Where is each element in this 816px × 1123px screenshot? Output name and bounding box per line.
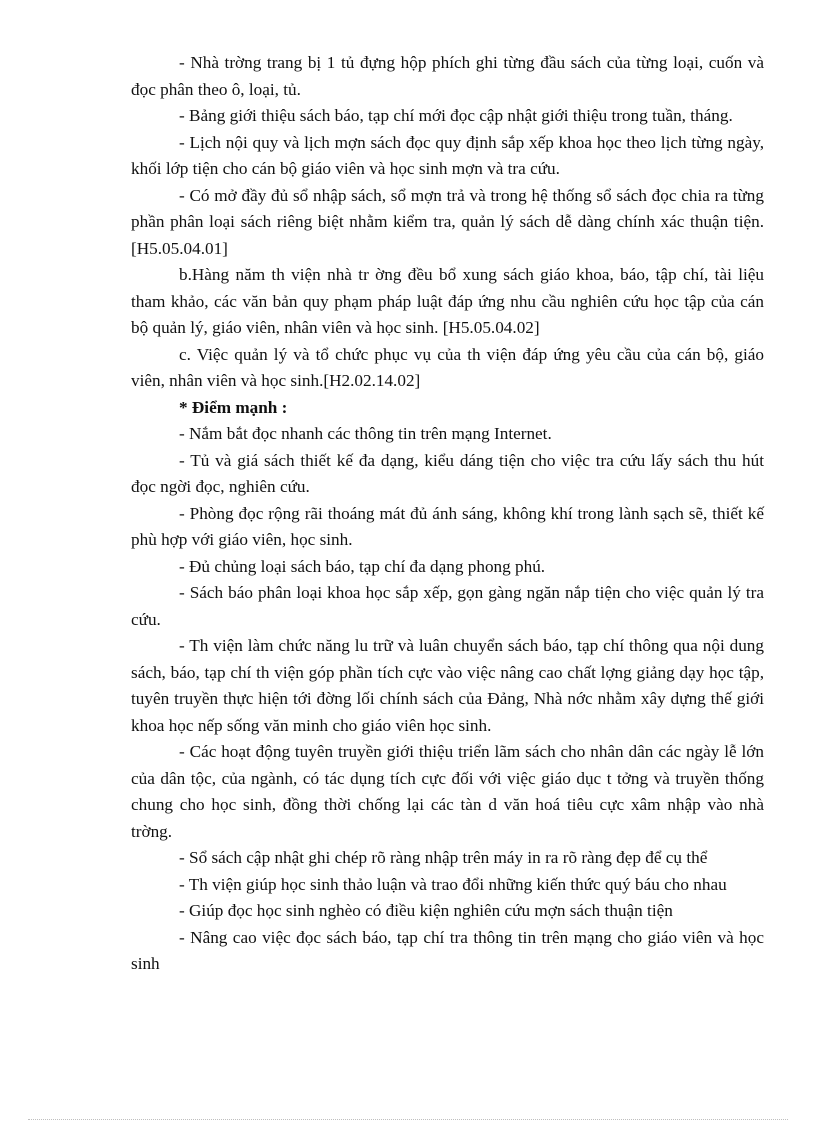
strength-item: - Th viện giúp học sinh thảo luận và trao đổi những kiến thức quý báu cho nhau	[179, 874, 727, 894]
strength-item: - Các hoạt động tuyên truyền giới thiệu triển lãm sách cho nhân dân các ngày lễ lớn của dân tộc, của ngành, có tác dụng tích cực đối với việc giáo dục t tởng và truyền thống chung cho học sinh, đồng thời chống lại các tàn d văn hoá tiêu cực xâm nhập vào nhà trờng.	[131, 742, 764, 841]
strength-item: - Th viện làm chức năng lu trữ và luân chuyển sách báo, tạp chí thông qua nội dung sách, báo, tạp chí th viện góp phần tích cực vào việc nâng cao chất lợng giảng dạy học tập, tuyên truyền thực hiện tới đờng lối chính sách của Đảng, Nhà nớc nhằm xây dựng thế giới khoa học nếp sống văn minh cho giáo viên học sinh.	[131, 636, 764, 735]
strength-item: - Tủ và giá sách thiết kế đa dạng, kiểu dáng tiện cho việc tra cứu lấy sách thu hút đọc ngời đọc, nghiên cứu.	[131, 450, 764, 496]
paragraph: - Nhà trờng trang bị 1 tủ đựng hộp phích ghi từng đầu sách của từng loại, cuốn và đọc phân theo ô, loại, tủ.	[131, 53, 764, 99]
strength-item: - Sách báo phân loại khoa học sắp xếp, gọn gàng ngăn nắp tiện cho việc quản lý tra cứu.	[131, 583, 764, 629]
page-bottom-divider	[28, 1119, 788, 1120]
paragraph: - Có mở đầy đủ sổ nhập sách, sổ mợn trả và trong hệ thống sổ sách đọc chia ra từng phần phân loại sách riêng biệt nhằm kiểm tra, quản lý sách dễ dàng chính xác thuận tiện. [H5.05.04.01]	[131, 185, 764, 258]
strength-item: - Phòng đọc rộng rãi thoáng mát đủ ánh sáng, không khí trong lành sạch sẽ, thiết kế phù hợp với giáo viên, học sinh.	[131, 503, 764, 549]
strength-item: - Đủ chủng loại sách báo, tạp chí đa dạng phong phú.	[179, 556, 546, 576]
paragraph: - Bảng giới thiệu sách báo, tạp chí mới đọc cập nhật giới thiệu trong tuần, tháng.	[179, 106, 733, 125]
section-heading: * Điểm mạnh :	[179, 397, 288, 417]
strength-item: - Sổ sách cập nhật ghi chép rõ ràng nhập trên máy in ra rõ ràng đẹp để cụ thể	[179, 848, 708, 867]
strength-item: - Nắm bắt đọc nhanh các thông tin trên mạng Internet.	[179, 424, 552, 443]
paragraph: - Lịch nội quy và lịch mợn sách đọc quy định sắp xếp khoa học theo lịch từng ngày, khối lớp tiện cho cán bộ giáo viên và học sinh mợn và tra cứu.	[131, 132, 764, 178]
strength-item: - Nâng cao việc đọc sách báo, tạp chí tra thông tin trên mạng cho giáo viên và học sinh	[131, 927, 764, 973]
paragraph: c. Việc quản lý và tổ chức phục vụ của th viện đáp ứng yêu cầu của cán bộ, giáo viên, nhân viên và học sinh.[H2.02.14.02]	[131, 344, 764, 390]
paragraph: b.Hàng năm th viện nhà tr ờng đều bổ xung sách giáo khoa, báo, tập chí, tài liệu tham khảo, các văn bản quy phạm pháp luật đáp ứng nhu cầu nghiên cứu học tập của cán bộ quản lý, giáo viên, nhân viên và học sinh. [H5.05.04.02]	[131, 265, 764, 337]
strength-item: - Giúp đọc học sinh nghèo có điều kiện nghiên cứu mợn sách thuận tiện	[179, 901, 673, 920]
